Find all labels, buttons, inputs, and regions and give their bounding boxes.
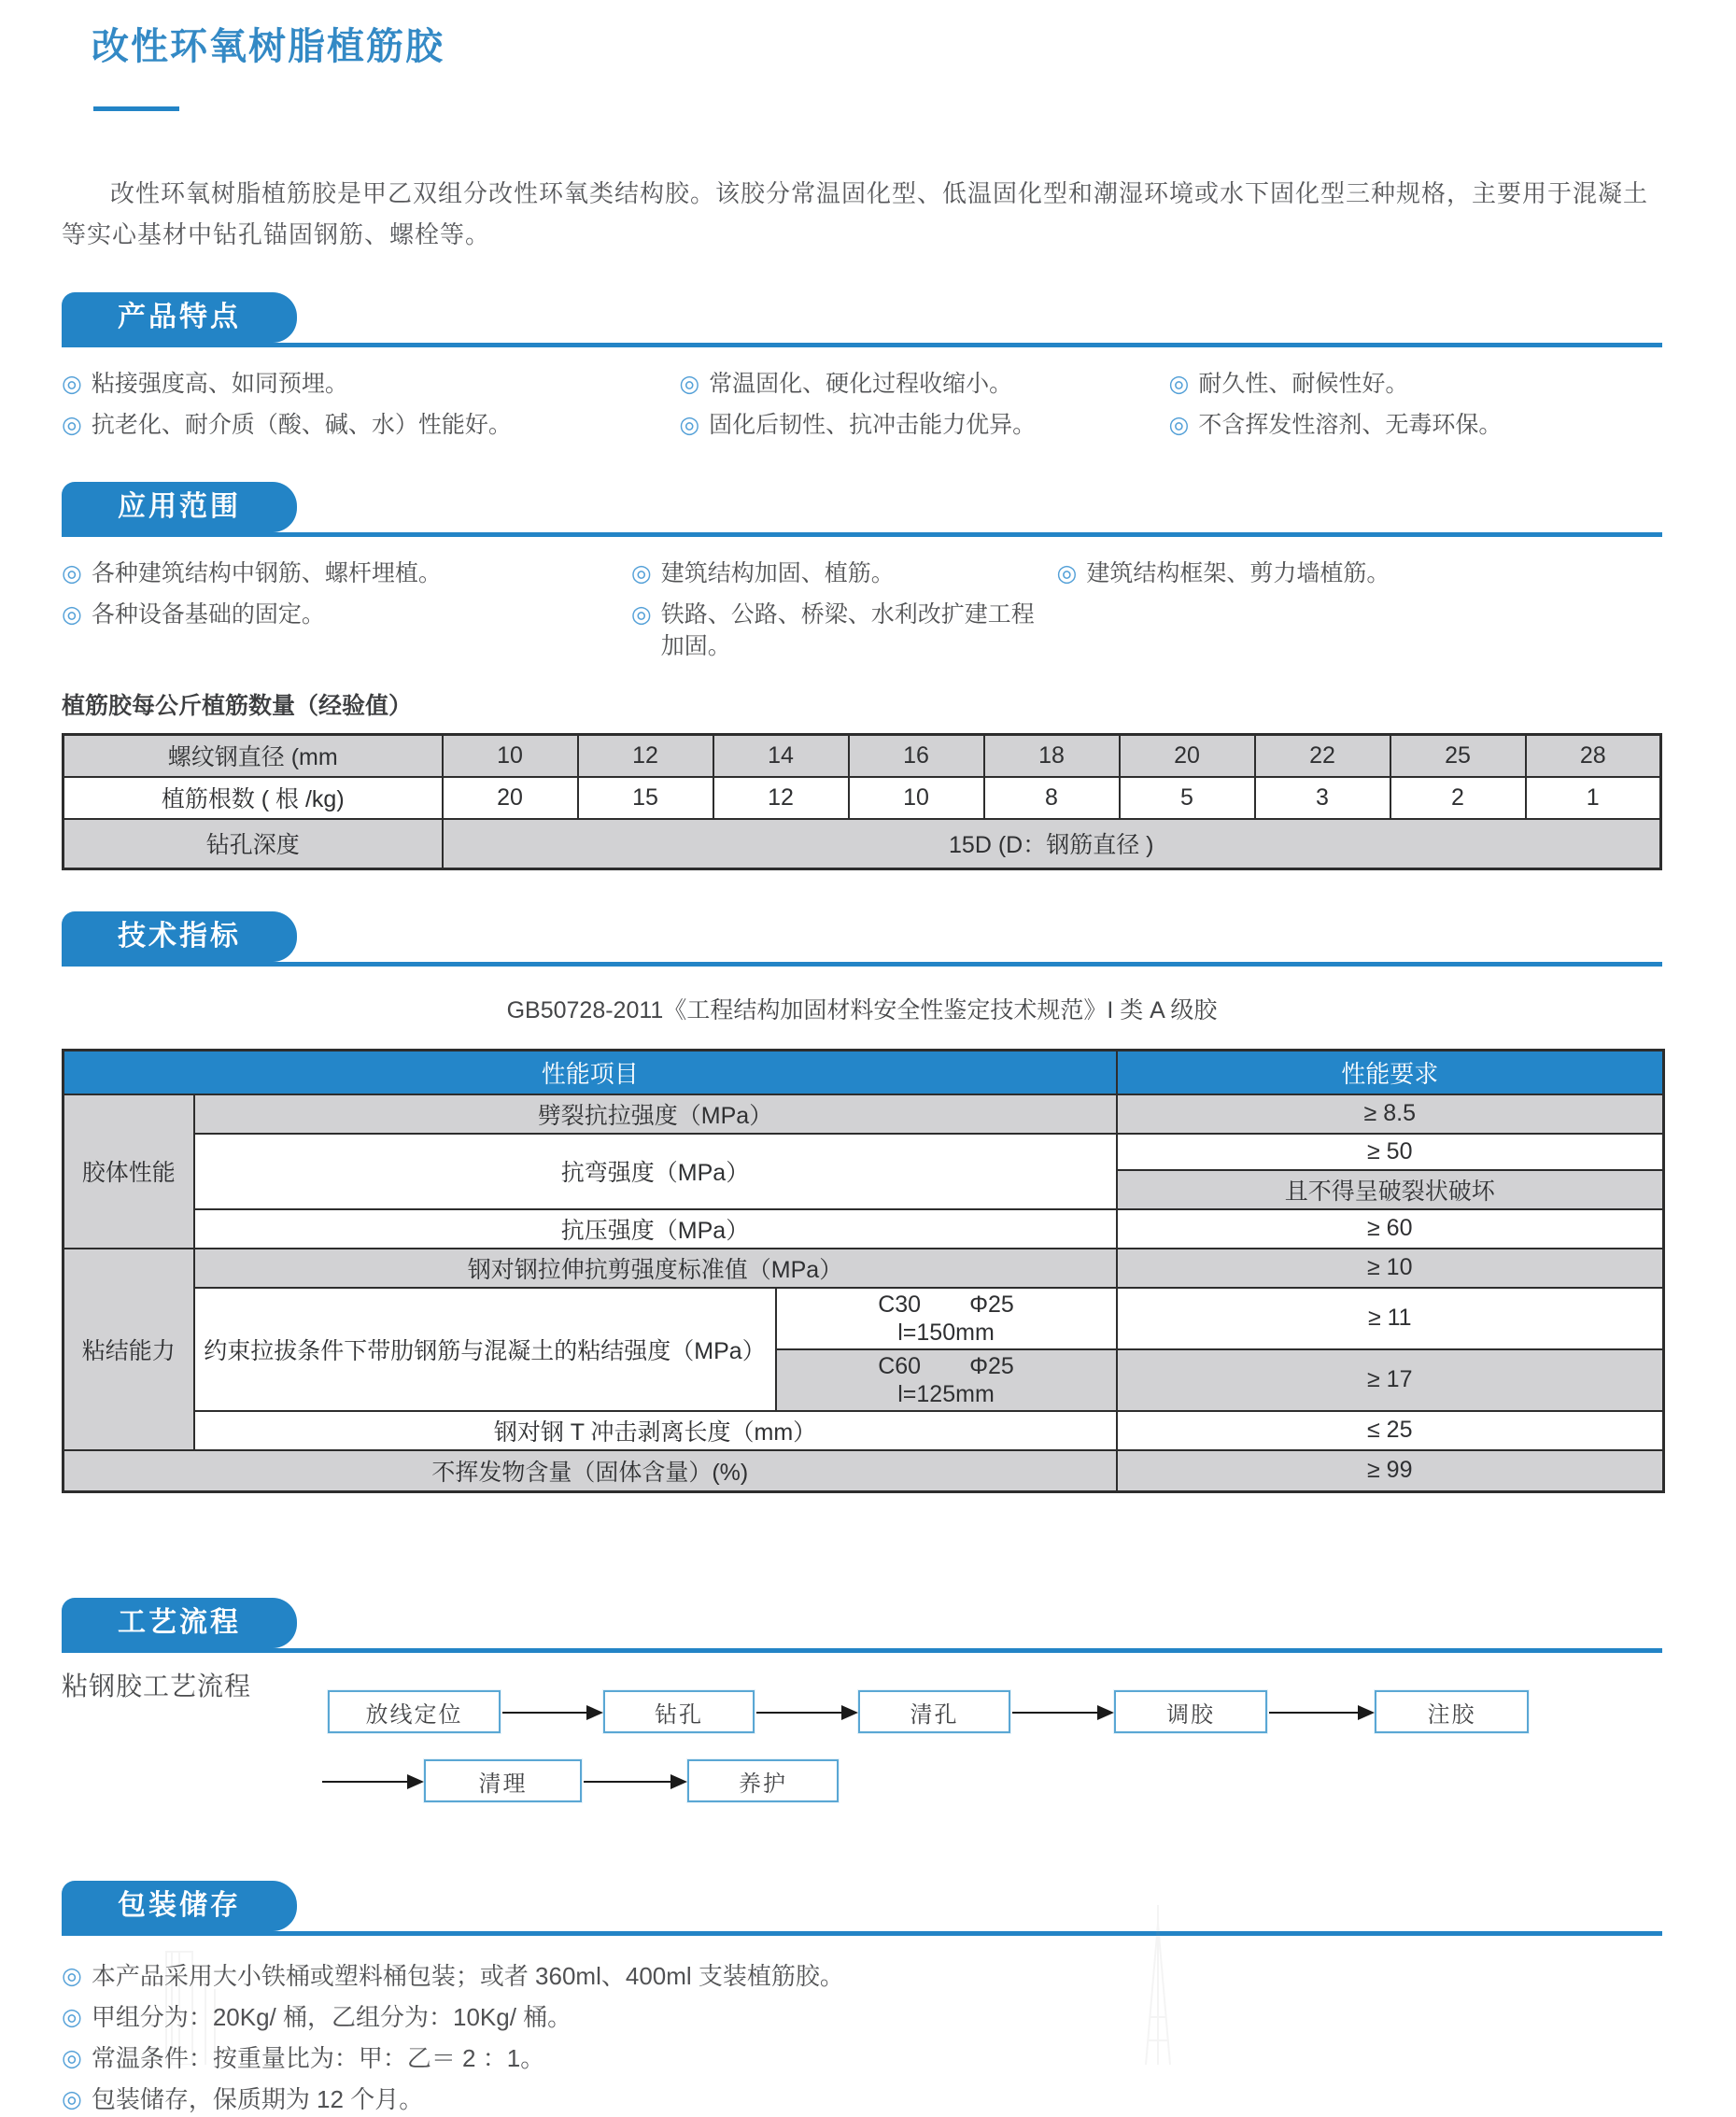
cell bbox=[776, 1288, 1117, 1349]
process-flowchart bbox=[62, 1670, 1662, 1830]
bullet-icon: ◎ bbox=[1168, 412, 1190, 438]
list-item bbox=[62, 409, 670, 441]
list-item bbox=[679, 368, 1159, 400]
list-item-text: 包装储存，保质期为 12 个月。 bbox=[91, 2085, 424, 2113]
section-header-tech bbox=[62, 911, 1662, 967]
applications-list bbox=[62, 557, 1662, 662]
table-row bbox=[64, 1249, 1664, 1288]
list-item bbox=[62, 599, 622, 630]
tech-spec-table bbox=[62, 1049, 1665, 1493]
flow-step-clean-hole: 清孔 bbox=[858, 1690, 1010, 1733]
bullet-icon: ◎ bbox=[62, 560, 82, 586]
list-item-text: 甲组分为：20Kg/ 桶，乙组分为：10Kg/ 桶。 bbox=[91, 2003, 572, 2031]
packaging-list bbox=[62, 1958, 1662, 2117]
cell: 20 bbox=[443, 777, 578, 819]
process-subtitle: 粘钢胶工艺流程 bbox=[62, 1672, 252, 1701]
cell: 12 bbox=[713, 777, 849, 819]
table-row bbox=[64, 1134, 1664, 1170]
list-item bbox=[62, 1958, 1662, 1994]
bullet-icon: ◎ bbox=[1056, 560, 1078, 586]
list-item bbox=[631, 557, 1048, 589]
table-header-row bbox=[64, 1051, 1664, 1094]
title-underline bbox=[93, 106, 179, 111]
cell: 劈裂抗拉强度（MPa） bbox=[194, 1094, 1117, 1134]
table-row bbox=[64, 1209, 1664, 1249]
list-item-text: 粘接强度高、如同预埋。 bbox=[91, 371, 348, 397]
cell: 不挥发物含量（固体含量）(%) bbox=[64, 1450, 1117, 1492]
intro-paragraph: 改性环氧树脂植筋胶是甲乙双组分改性环氧类结构胶。该胶分常温固化型、低温固化型和潮湿环境或水下固化型三种规格，主要用于混凝土等实心基材中钻孔锚固钢筋、螺栓等。 bbox=[62, 179, 1649, 248]
standard-reference: GB50728-2011《工程结构加固材料安全性鉴定技术规范》I 类 A 级胶 bbox=[506, 997, 1218, 1023]
cell: 28 bbox=[1526, 735, 1661, 777]
cell: 25 bbox=[1390, 735, 1526, 777]
bullet-icon: ◎ bbox=[62, 601, 82, 628]
cell bbox=[776, 1349, 1117, 1411]
section-tab-packaging: 包装储存 bbox=[62, 1881, 297, 1931]
list-item-text: 各种设备基础的固定。 bbox=[91, 601, 325, 628]
list-item bbox=[631, 599, 1048, 662]
cell: 10 bbox=[443, 735, 578, 777]
cell: ≥ 50 bbox=[1117, 1134, 1664, 1170]
group-label: 粘结能力 bbox=[64, 1249, 194, 1450]
cell: 22 bbox=[1255, 735, 1390, 777]
cell: 约束拉拔条件下带肋钢筋与混凝土的粘结强度（MPa） bbox=[194, 1288, 776, 1411]
cell: 15D (D：钢筋直径 ) bbox=[443, 819, 1661, 869]
flow-step-inject-glue: 注胶 bbox=[1375, 1690, 1529, 1733]
section-header-packaging bbox=[62, 1881, 1662, 1936]
list-item bbox=[679, 409, 1159, 441]
cell: 钢对钢 T 冲击剥离长度（mm） bbox=[194, 1411, 1117, 1450]
flow-arrow-icon bbox=[322, 1781, 422, 1783]
cell: 20 bbox=[1120, 735, 1255, 777]
bullet-icon: ◎ bbox=[630, 601, 652, 628]
anchor-length: l=150mm bbox=[897, 1319, 995, 1346]
list-item-text: 建筑结构框架、剪力墙植筋。 bbox=[1086, 560, 1390, 586]
section-underline bbox=[62, 962, 1662, 967]
flow-step-mix-glue: 调胶 bbox=[1114, 1690, 1267, 1733]
table-row bbox=[64, 1094, 1664, 1134]
cell: ≥ 17 bbox=[1117, 1349, 1664, 1411]
flow-arrow-icon bbox=[584, 1781, 685, 1783]
cell: 18 bbox=[984, 735, 1120, 777]
flow-step-curing: 养护 bbox=[687, 1759, 839, 1802]
cell: ≥ 99 bbox=[1117, 1450, 1664, 1492]
table-row bbox=[64, 1288, 1664, 1349]
section-header-features bbox=[62, 292, 1662, 347]
cell: 2 bbox=[1390, 777, 1526, 819]
flow-arrow-icon bbox=[1269, 1712, 1373, 1714]
table-row bbox=[64, 777, 1661, 819]
applications-col-3 bbox=[1057, 557, 1681, 662]
list-item-text: 耐久性、耐候性好。 bbox=[1198, 371, 1409, 397]
bullet-icon: ◎ bbox=[62, 412, 82, 438]
cell: 3 bbox=[1255, 777, 1390, 819]
cell: ≥ 10 bbox=[1117, 1249, 1664, 1288]
table-row bbox=[64, 819, 1661, 869]
table-row bbox=[64, 1411, 1664, 1450]
rebar-diameter: Φ25 bbox=[969, 1291, 1014, 1318]
list-item-text: 本产品采用大小铁桶或塑料桶包装；或者 360ml、400ml 支装植筋胶。 bbox=[91, 1962, 844, 1990]
page-title: 改性环氧树脂植筋胶 bbox=[92, 26, 445, 67]
list-item bbox=[62, 2082, 1662, 2117]
bullet-icon: ◎ bbox=[679, 371, 700, 397]
cell: ≥ 11 bbox=[1117, 1288, 1664, 1349]
bullet-icon: ◎ bbox=[62, 2045, 82, 2071]
section-tab-applications: 应用范围 bbox=[62, 482, 297, 532]
cell: 14 bbox=[713, 735, 849, 777]
watermark-right bbox=[1135, 1905, 1181, 2065]
section-underline bbox=[62, 1648, 1662, 1653]
flow-step-cleanup: 清理 bbox=[424, 1759, 582, 1802]
list-item-text: 抗老化、耐介质（酸、碱、水）性能好。 bbox=[91, 412, 512, 438]
features-col-3 bbox=[1169, 368, 1681, 441]
features-col-2 bbox=[679, 368, 1159, 441]
flow-step-drill: 钻孔 bbox=[603, 1690, 755, 1733]
list-item bbox=[62, 368, 670, 400]
rebar-diameter: Φ25 bbox=[969, 1352, 1014, 1379]
cell: ≥ 60 bbox=[1117, 1209, 1664, 1249]
table-row bbox=[64, 1450, 1664, 1492]
section-tab-process: 工艺流程 bbox=[62, 1598, 297, 1648]
row-header: 螺纹钢直径 (mm bbox=[64, 735, 443, 777]
flow-arrow-icon bbox=[502, 1712, 601, 1714]
section-tab-features: 产品特点 bbox=[62, 292, 297, 343]
page-content bbox=[62, 0, 1662, 2117]
rebar-table-title: 植筋胶每公斤植筋数量（经验值） bbox=[62, 693, 413, 719]
cell: 8 bbox=[984, 777, 1120, 819]
flow-arrow-icon bbox=[1012, 1712, 1112, 1714]
features-col-1 bbox=[62, 368, 670, 441]
flow-step-layout: 放线定位 bbox=[328, 1690, 501, 1733]
watermark-left bbox=[149, 1933, 233, 2065]
list-item bbox=[62, 557, 622, 589]
section-underline bbox=[62, 1931, 1662, 1936]
bullet-icon: ◎ bbox=[62, 371, 82, 397]
cell: ≥ 8.5 bbox=[1117, 1094, 1664, 1134]
cell: 1 bbox=[1526, 777, 1661, 819]
list-item-text: 常温条件：按重量比为：甲：乙＝ 2 ：1。 bbox=[91, 2044, 545, 2072]
list-item bbox=[1057, 557, 1681, 589]
cell: 10 bbox=[849, 777, 984, 819]
list-item-text: 固化后韧性、抗冲击能力优异。 bbox=[709, 412, 1037, 438]
cell: ≤ 25 bbox=[1117, 1411, 1664, 1450]
concrete-grade: C30 bbox=[878, 1291, 922, 1318]
cell: 抗弯强度（MPa） bbox=[194, 1134, 1117, 1209]
anchor-length: l=125mm bbox=[897, 1380, 995, 1407]
list-item-text: 常温固化、硬化过程收缩小。 bbox=[709, 371, 1013, 397]
cell: 5 bbox=[1120, 777, 1255, 819]
flow-arrow-icon bbox=[756, 1712, 856, 1714]
concrete-grade: C60 bbox=[878, 1352, 922, 1379]
section-underline bbox=[62, 343, 1662, 347]
list-item-text: 各种建筑结构中钢筋、螺杆埋植。 bbox=[91, 560, 442, 586]
cell: 且不得呈破裂状破坏 bbox=[1117, 1170, 1664, 1209]
features-list bbox=[62, 368, 1662, 441]
applications-col-1 bbox=[62, 557, 622, 662]
cell: 15 bbox=[578, 777, 713, 819]
list-item bbox=[1169, 368, 1681, 400]
row-header: 钻孔深度 bbox=[64, 819, 443, 869]
bullet-icon: ◎ bbox=[62, 1963, 82, 1989]
list-item-text: 铁路、公路、桥梁、水利改扩建工程加固。 bbox=[660, 601, 1035, 659]
section-header-applications bbox=[62, 482, 1662, 537]
list-item-text: 不含挥发性溶剂、无毒环保。 bbox=[1198, 412, 1503, 438]
bullet-icon: ◎ bbox=[62, 2086, 82, 2112]
column-header: 性能项目 bbox=[64, 1051, 1117, 1094]
row-header: 植筋根数 ( 根 /kg) bbox=[64, 777, 443, 819]
cell: 钢对钢拉伸抗剪强度标准值（MPa） bbox=[194, 1249, 1117, 1288]
bullet-icon: ◎ bbox=[630, 560, 652, 586]
section-header-process bbox=[62, 1598, 1662, 1653]
list-item bbox=[1169, 409, 1681, 441]
rebar-count-table bbox=[62, 733, 1662, 870]
section-tab-tech: 技术指标 bbox=[62, 911, 297, 962]
applications-col-2 bbox=[631, 557, 1048, 662]
section-underline bbox=[62, 532, 1662, 537]
bullet-icon: ◎ bbox=[1168, 371, 1190, 397]
bullet-icon: ◎ bbox=[679, 412, 700, 438]
list-item bbox=[62, 1999, 1662, 2035]
cell: 抗压强度（MPa） bbox=[194, 1209, 1117, 1249]
list-item bbox=[62, 2040, 1662, 2076]
list-item-text: 建筑结构加固、植筋。 bbox=[660, 560, 895, 586]
table-row bbox=[64, 735, 1661, 777]
bullet-icon: ◎ bbox=[62, 2004, 82, 2030]
column-header: 性能要求 bbox=[1117, 1051, 1664, 1094]
cell: 12 bbox=[578, 735, 713, 777]
cell: 16 bbox=[849, 735, 984, 777]
group-label: 胶体性能 bbox=[64, 1094, 194, 1249]
